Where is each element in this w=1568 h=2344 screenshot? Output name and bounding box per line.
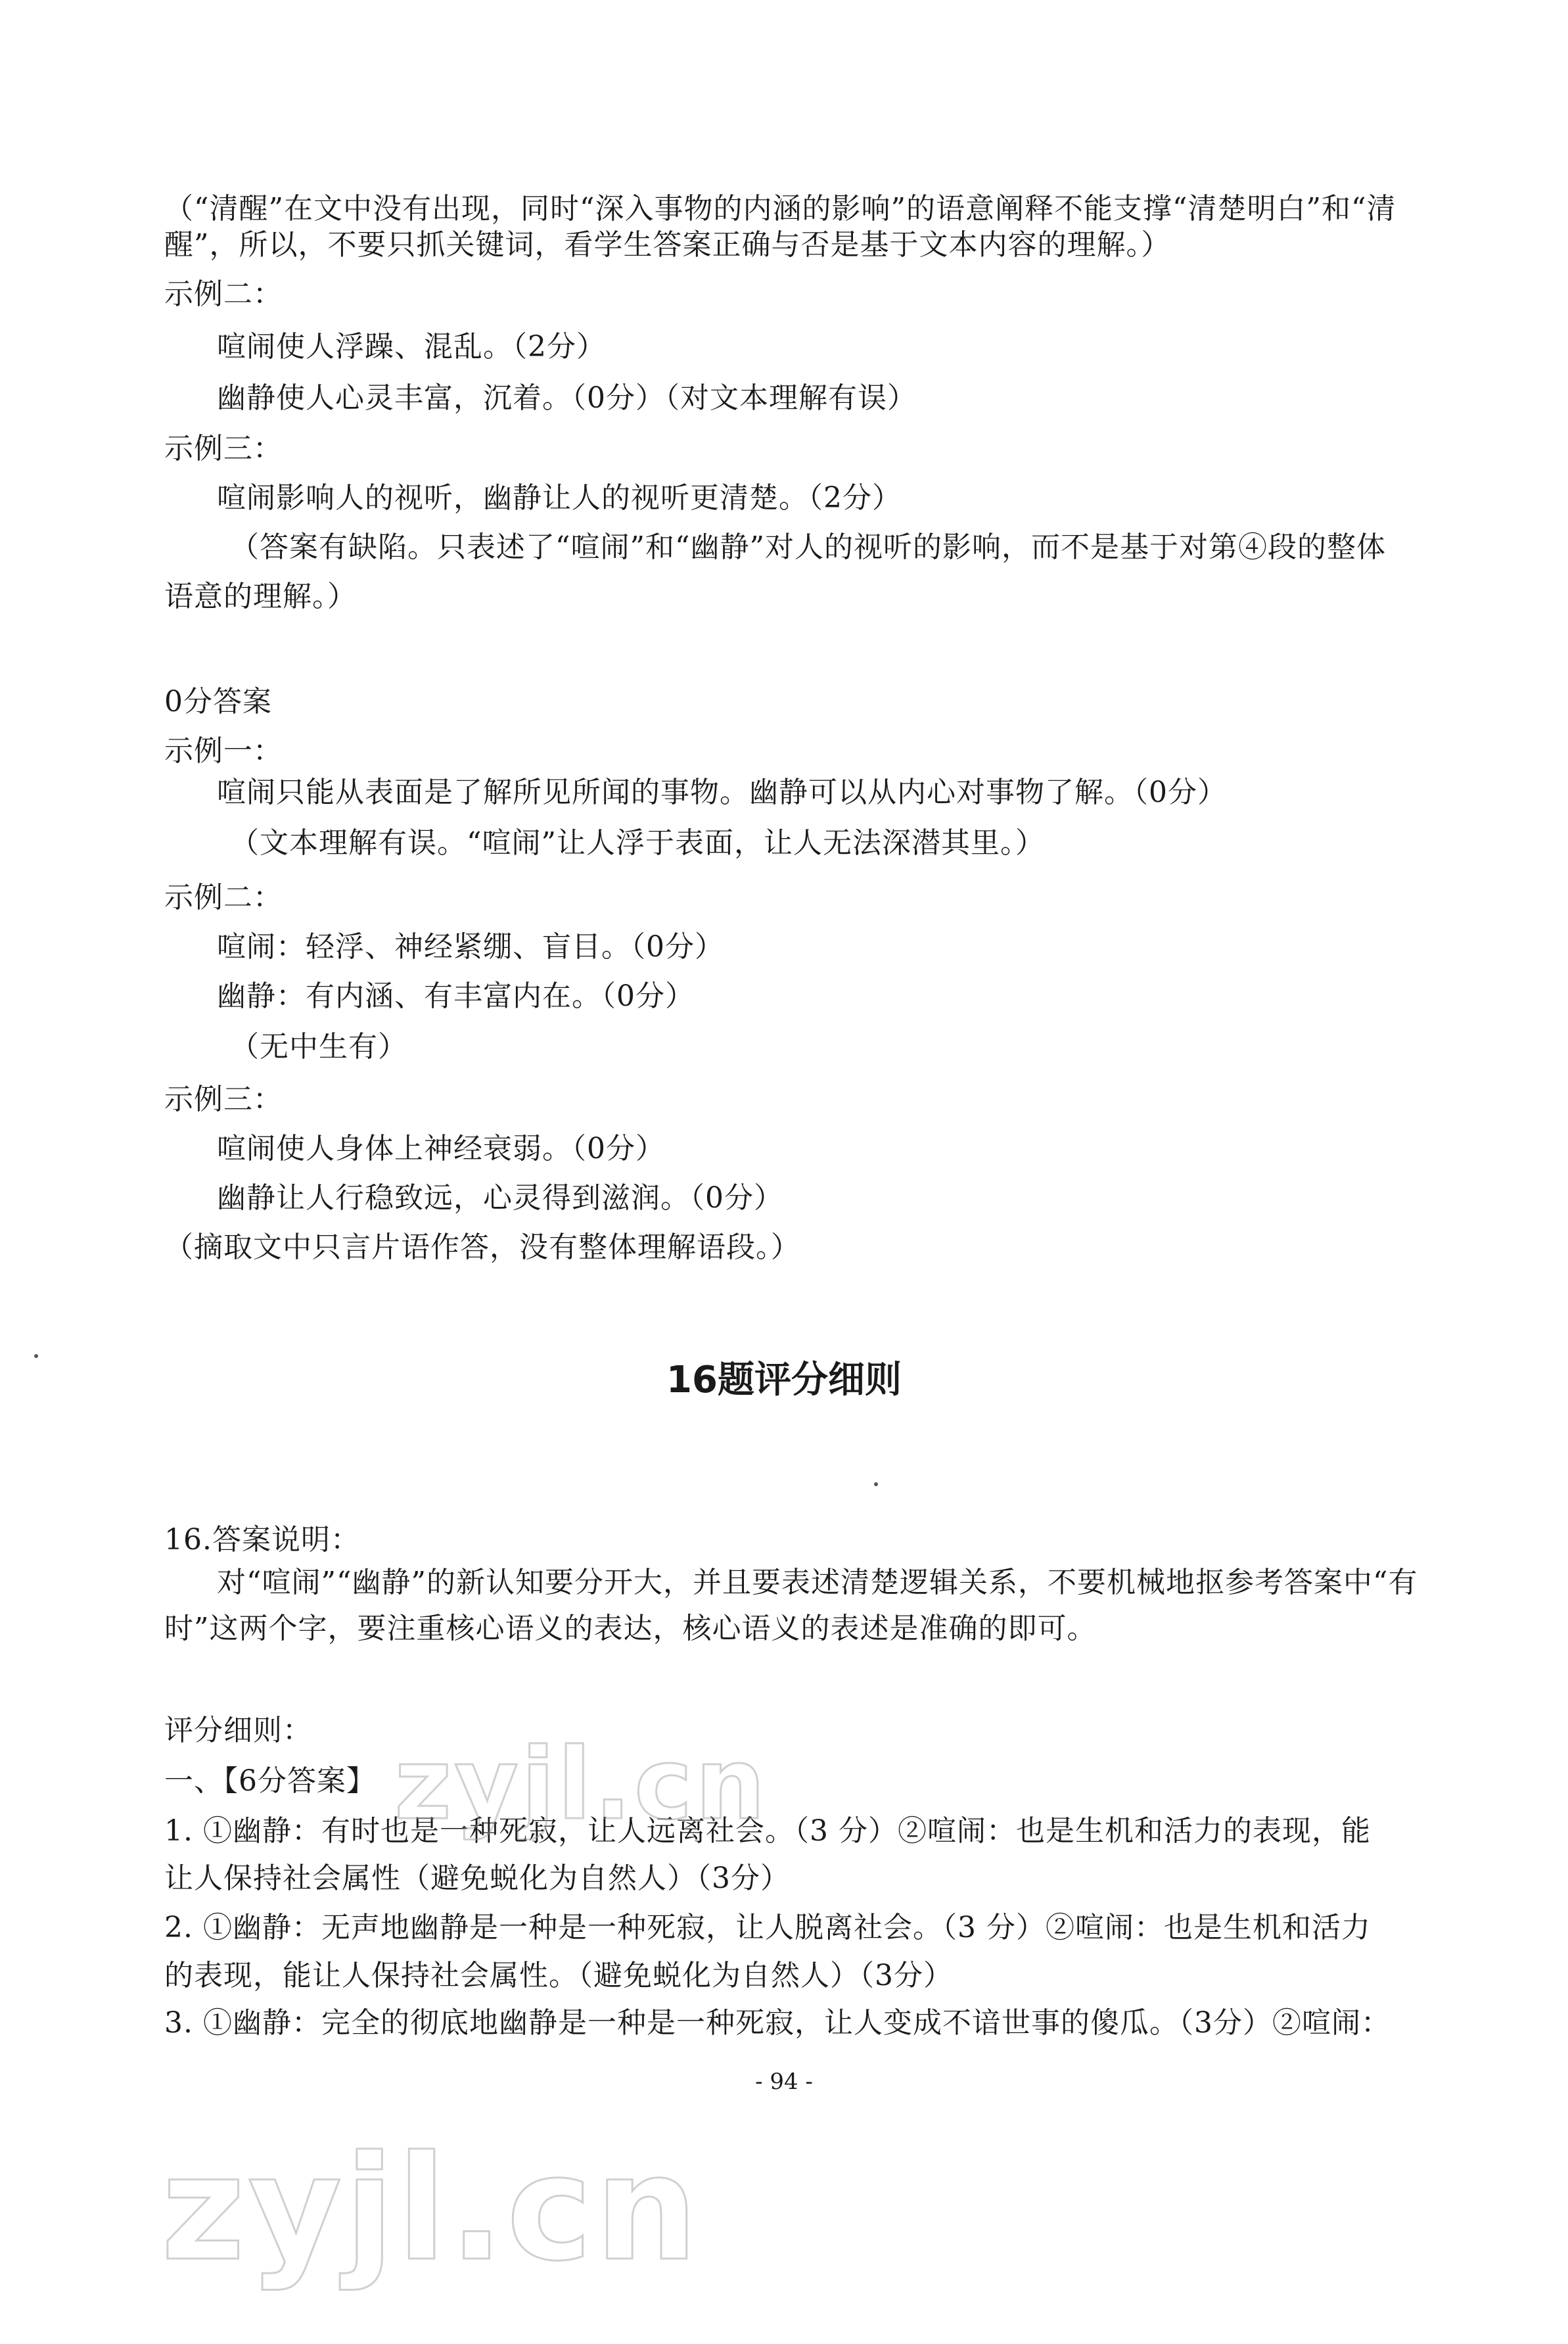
watermark: zyjl.cn (394, 1727, 768, 1842)
watermark: zyjl.cn (161, 2124, 701, 2293)
text-line: 幽静：有内涵、有丰富内在。（0分） (217, 979, 695, 1013)
section-heading: 16题评分细则 (666, 1359, 902, 1401)
scan-speck (874, 1482, 878, 1486)
text-line: 喧闹影响人的视听，幽静让人的视听更清楚。（2分） (217, 481, 902, 515)
text-line: 2. ①幽静：无声地幽静是一种是一种死寂，让人脱离社会。（3 分）②喧闹：也是生机和活力 (164, 1911, 1371, 1944)
text-line: 一、【6分答案】 (164, 1764, 376, 1798)
text-line: （答案有缺陷。只表述了“喧闹”和“幽静”对人的视听的影响，而不是基于对第④段的整体 (230, 530, 1386, 564)
text-line: 时”这两个字，要注重核心语义的表达，核心语义的表述是准确的即可。 (164, 1612, 1097, 1645)
text-line: （无中生有） (230, 1030, 407, 1064)
text-line: 幽静使人心灵丰富，沉着。（0分）（对文本理解有误） (217, 381, 917, 415)
text-line: 1. ①幽静：有时也是一种死寂，让人远离社会。（3 分）②喧闹：也是生机和活力的表现，能 (164, 1814, 1371, 1848)
text-line: 醒”，所以，不要只抓关键词，看学生答案正确与否是基于文本内容的理解。） (164, 228, 1171, 262)
text-line: 示例二： (164, 277, 283, 311)
text-line: 喧闹只能从表面是了解所见所闻的事物。幽静可以从内心对事物了解。（0分） (217, 776, 1227, 809)
text-line: 喧闹使人身体上神经衰弱。（0分） (217, 1132, 665, 1165)
text-line: 语意的理解。） (164, 580, 357, 613)
text-line: （摘取文中只言片语作答，没有整体理解语段。） (164, 1231, 800, 1264)
scan-speck (34, 1354, 38, 1358)
text-line: 的表现，能让人保持社会属性。（避免蜕化为自然人）（3分） (164, 1959, 953, 1992)
text-line: 0分答案 (164, 685, 272, 718)
text-line: 示例三： (164, 432, 283, 465)
text-line: 3. ①幽静：完全的彻底地幽静是一种是一种死寂，让人变成不谙世事的傻瓜。（3分）②喧闹： (164, 2006, 1391, 2040)
text-line: 示例二： (164, 881, 283, 914)
text-line: 评分细则： (164, 1714, 312, 1747)
text-line: （文本理解有误。“喧闹”让人浮于表面，让人无法深潜其里。） (230, 826, 1045, 860)
text-line: 喧闹使人浮躁、混乱。（2分） (217, 330, 606, 363)
text-line: （“清醒”在文中没有出现，同时“深入事物的内涵的影响”的语意阐释不能支撑“清楚明白”和“清 (164, 192, 1396, 225)
page-number: - 94 - (755, 2069, 813, 2095)
text-line: 示例三： (164, 1083, 283, 1116)
text-line: 16.答案说明： (164, 1523, 360, 1557)
text-line: 示例一： (164, 734, 283, 768)
text-line: 对“喧闹”“幽静”的新认知要分开大，并且要表述清楚逻辑关系，不要机械地抠参考答案中“有 (217, 1566, 1418, 1599)
text-line: 幽静让人行稳致远，心灵得到滋润。（0分） (217, 1181, 783, 1215)
text-line: 喧闹：轻浮、神经紧绷、盲目。（0分） (217, 930, 724, 964)
text-line: 让人保持社会属性（避免蜕化为自然人）（3分） (164, 1862, 790, 1895)
